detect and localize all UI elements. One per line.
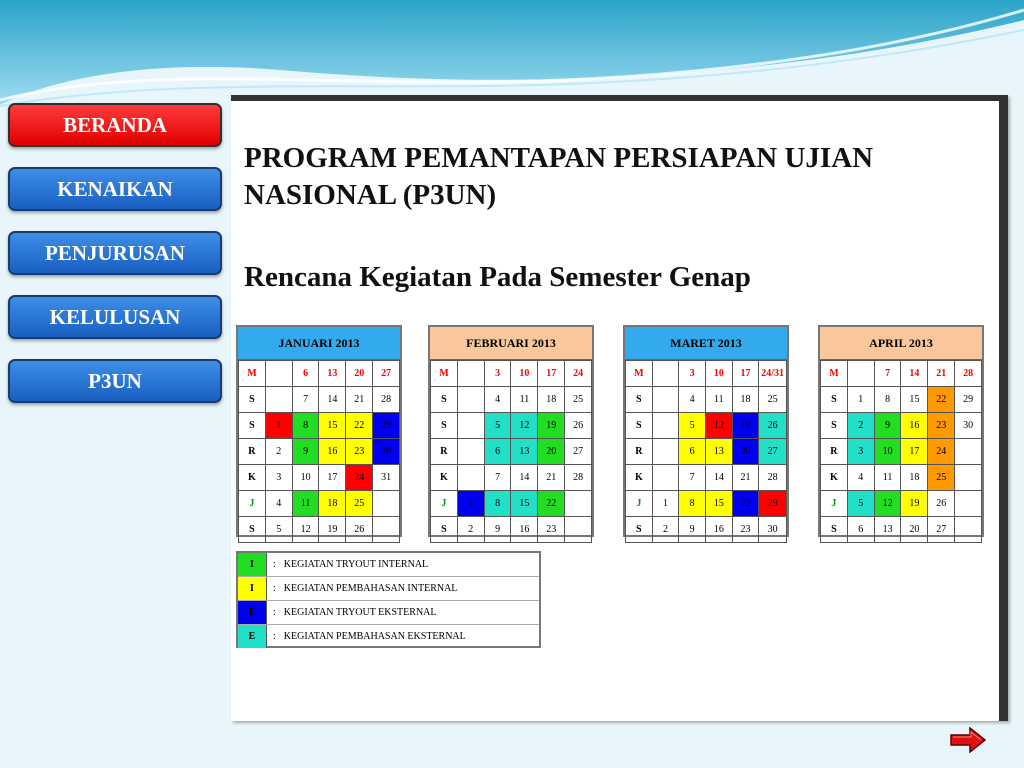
- date-cell: 1: [265, 413, 292, 439]
- date-cell: 15: [901, 387, 928, 413]
- date-cell: 14: [901, 361, 928, 387]
- weekday-label: J: [239, 491, 266, 517]
- date-cell: 22: [346, 413, 373, 439]
- legend-separator: :: [273, 607, 276, 618]
- calendar-row: [431, 491, 592, 517]
- date-cell: [652, 439, 679, 465]
- date-cell: 11: [292, 491, 319, 517]
- date-cell: 19: [538, 413, 565, 439]
- legend-color-swatch: I: [238, 577, 267, 600]
- weekday-label: M: [821, 361, 848, 387]
- date-cell: 27: [565, 439, 592, 465]
- calendar-month-title: JANUARI 2013: [238, 327, 400, 360]
- nav-kenaikan-button[interactable]: KENAIKAN: [8, 167, 222, 211]
- date-cell: 12: [511, 413, 538, 439]
- date-cell: 16: [706, 517, 733, 543]
- weekday-label: S: [431, 413, 458, 439]
- date-cell: 2: [652, 517, 679, 543]
- weekday-label: M: [626, 361, 653, 387]
- date-cell: 12: [706, 413, 733, 439]
- weekday-label: S: [821, 517, 848, 543]
- calendar-month: [428, 325, 594, 537]
- weekday-label: S: [239, 517, 266, 543]
- calendar-row: [821, 387, 982, 413]
- calendar-row: [821, 413, 982, 439]
- calendar-row: [626, 465, 787, 491]
- date-cell: 22: [538, 491, 565, 517]
- date-cell: 29: [373, 413, 400, 439]
- date-cell: 14: [706, 465, 733, 491]
- date-cell: 7: [679, 465, 706, 491]
- calendar-month-title: APRIL 2013: [820, 327, 982, 360]
- weekday-label: S: [821, 387, 848, 413]
- calendar-row: [239, 413, 400, 439]
- date-cell: 13: [874, 517, 901, 543]
- date-cell: 16: [901, 413, 928, 439]
- date-cell: 7: [484, 465, 511, 491]
- weekday-label: S: [431, 517, 458, 543]
- date-cell: 24: [928, 439, 955, 465]
- date-cell: 26: [928, 491, 955, 517]
- date-cell: [955, 491, 982, 517]
- date-cell: 14: [511, 465, 538, 491]
- legend-item: [238, 625, 539, 648]
- calendar-row: [626, 413, 787, 439]
- date-cell: 22: [928, 387, 955, 413]
- legend-color-swatch: E: [238, 625, 267, 648]
- date-cell: 4: [847, 465, 874, 491]
- date-cell: 5: [679, 413, 706, 439]
- date-cell: 26: [565, 413, 592, 439]
- date-cell: 9: [484, 517, 511, 543]
- date-cell: 4: [679, 387, 706, 413]
- date-cell: [847, 361, 874, 387]
- calendar-row: [431, 465, 592, 491]
- nav-penjurusan-button[interactable]: PENJURUSAN: [8, 231, 222, 275]
- legend-separator: :: [273, 631, 276, 642]
- date-cell: 7: [292, 387, 319, 413]
- date-cell: 3: [679, 361, 706, 387]
- weekday-label: K: [431, 465, 458, 491]
- date-cell: 18: [319, 491, 346, 517]
- date-cell: 25: [928, 465, 955, 491]
- weekday-label: S: [821, 413, 848, 439]
- date-cell: [652, 387, 679, 413]
- header-wave-decoration: [0, 0, 1024, 110]
- date-cell: 12: [874, 491, 901, 517]
- date-cell: [457, 387, 484, 413]
- weekday-label: S: [626, 387, 653, 413]
- date-cell: 23: [346, 439, 373, 465]
- date-cell: 27: [759, 439, 787, 465]
- calendar-row: [821, 465, 982, 491]
- date-cell: 23: [928, 413, 955, 439]
- date-cell: 6: [292, 361, 319, 387]
- legend-text: KEGIATAN PEMBAHASAN INTERNAL: [283, 583, 458, 594]
- weekday-label: S: [239, 387, 266, 413]
- date-cell: 21: [538, 465, 565, 491]
- calendar-row: [821, 491, 982, 517]
- weekday-label: R: [821, 439, 848, 465]
- calendar-row: [626, 517, 787, 543]
- date-cell: [265, 387, 292, 413]
- date-cell: [955, 439, 982, 465]
- calendar-month: [236, 325, 402, 537]
- calendar-table: [238, 360, 400, 543]
- date-cell: 23: [732, 517, 759, 543]
- date-cell: 2: [847, 413, 874, 439]
- nav-kelulusan-button[interactable]: KELULUSAN: [8, 295, 222, 339]
- weekday-label: R: [431, 439, 458, 465]
- date-cell: 1: [847, 387, 874, 413]
- date-cell: 6: [847, 517, 874, 543]
- activity-legend: [236, 551, 541, 648]
- legend-separator: :: [273, 559, 276, 570]
- calendar-row: [626, 361, 787, 387]
- date-cell: 6: [484, 439, 511, 465]
- weekday-label: J: [626, 491, 653, 517]
- date-cell: 5: [847, 491, 874, 517]
- date-cell: 20: [901, 517, 928, 543]
- weekday-label: K: [626, 465, 653, 491]
- date-cell: 28: [759, 465, 787, 491]
- date-cell: 16: [319, 439, 346, 465]
- date-cell: 11: [511, 387, 538, 413]
- date-cell: 12: [292, 517, 319, 543]
- weekday-label: K: [821, 465, 848, 491]
- date-cell: 27: [373, 361, 400, 387]
- calendar-table: [430, 360, 592, 543]
- legend-item: [238, 601, 539, 625]
- date-cell: [652, 361, 679, 387]
- date-cell: 25: [759, 387, 787, 413]
- date-cell: 26: [759, 413, 787, 439]
- weekday-label: S: [626, 517, 653, 543]
- date-cell: 18: [732, 387, 759, 413]
- date-cell: [265, 361, 292, 387]
- legend-text: KEGIATAN PEMBAHASAN EKSTERNAL: [283, 631, 466, 642]
- page-title: PROGRAM PEMANTAPAN PERSIAPAN UJIAN NASIONAL (P3UN): [244, 142, 874, 211]
- date-cell: 30: [373, 439, 400, 465]
- legend-label: [267, 553, 428, 576]
- calendar-row: [626, 387, 787, 413]
- date-cell: 28: [955, 361, 982, 387]
- calendar-row: [821, 517, 982, 543]
- date-cell: 21: [346, 387, 373, 413]
- date-cell: 7: [874, 361, 901, 387]
- date-cell: 22: [732, 491, 759, 517]
- calendar-row: [431, 517, 592, 543]
- calendar-row: [821, 361, 982, 387]
- date-cell: 17: [732, 361, 759, 387]
- date-cell: 20: [732, 439, 759, 465]
- calendar-row: [431, 439, 592, 465]
- date-cell: 25: [565, 387, 592, 413]
- date-cell: 21: [732, 465, 759, 491]
- date-cell: 5: [265, 517, 292, 543]
- date-cell: 19: [901, 491, 928, 517]
- date-cell: 9: [292, 439, 319, 465]
- date-cell: 15: [319, 413, 346, 439]
- weekday-label: M: [239, 361, 266, 387]
- page-subtitle: Rencana Kegiatan Pada Semester Genap: [244, 261, 751, 293]
- calendar-month-title: FEBRUARI 2013: [430, 327, 592, 360]
- date-cell: 2: [265, 439, 292, 465]
- legend-label: [267, 577, 457, 600]
- date-cell: [457, 413, 484, 439]
- date-cell: 28: [373, 387, 400, 413]
- calendar-month-title: MARET 2013: [625, 327, 787, 360]
- date-cell: 15: [511, 491, 538, 517]
- weekday-label: J: [431, 491, 458, 517]
- nav-p3un-button[interactable]: P3UN: [8, 359, 222, 403]
- date-cell: [457, 465, 484, 491]
- date-cell: 19: [732, 413, 759, 439]
- weekday-label: M: [431, 361, 458, 387]
- date-cell: 10: [874, 439, 901, 465]
- date-cell: 8: [292, 413, 319, 439]
- date-cell: 20: [346, 361, 373, 387]
- legend-separator: :: [273, 583, 276, 594]
- date-cell: 4: [265, 491, 292, 517]
- date-cell: 13: [511, 439, 538, 465]
- date-cell: [565, 517, 592, 543]
- calendar-month: [818, 325, 984, 537]
- weekday-label: S: [431, 387, 458, 413]
- calendar-row: [431, 413, 592, 439]
- date-cell: 2: [457, 517, 484, 543]
- date-cell: 30: [955, 413, 982, 439]
- date-cell: 1: [457, 491, 484, 517]
- date-cell: 8: [874, 387, 901, 413]
- date-cell: 29: [759, 491, 787, 517]
- date-cell: [457, 439, 484, 465]
- date-cell: 10: [511, 361, 538, 387]
- date-cell: 3: [484, 361, 511, 387]
- date-cell: 4: [484, 387, 511, 413]
- date-cell: 21: [928, 361, 955, 387]
- date-cell: 8: [484, 491, 511, 517]
- legend-color-swatch: I: [238, 553, 267, 576]
- nav-beranda-button[interactable]: BERANDA: [8, 103, 222, 147]
- date-cell: [373, 491, 400, 517]
- legend-label: [267, 625, 466, 648]
- legend-item: [238, 577, 539, 601]
- date-cell: 24: [565, 361, 592, 387]
- date-cell: 28: [565, 465, 592, 491]
- calendar-row: [239, 517, 400, 543]
- date-cell: [652, 413, 679, 439]
- legend-label: [267, 601, 437, 624]
- date-cell: [565, 491, 592, 517]
- weekday-label: S: [626, 413, 653, 439]
- date-cell: 3: [847, 439, 874, 465]
- weekday-label: J: [821, 491, 848, 517]
- date-cell: 9: [874, 413, 901, 439]
- date-cell: [652, 465, 679, 491]
- calendar-row: [626, 491, 787, 517]
- weekday-label: K: [239, 465, 266, 491]
- date-cell: 13: [319, 361, 346, 387]
- date-cell: 10: [292, 465, 319, 491]
- date-cell: [457, 361, 484, 387]
- date-cell: 19: [319, 517, 346, 543]
- weekday-label: R: [626, 439, 653, 465]
- calendar-row: [431, 361, 592, 387]
- date-cell: 16: [511, 517, 538, 543]
- date-cell: 27: [928, 517, 955, 543]
- date-cell: 8: [679, 491, 706, 517]
- date-cell: 25: [346, 491, 373, 517]
- calendar-table: [820, 360, 982, 543]
- date-cell: 30: [759, 517, 787, 543]
- calendar-row: [431, 387, 592, 413]
- date-cell: 15: [706, 491, 733, 517]
- date-cell: 24/31: [759, 361, 787, 387]
- legend-color-swatch: E: [238, 601, 267, 624]
- date-cell: 9: [679, 517, 706, 543]
- calendar-row: [626, 439, 787, 465]
- date-cell: 26: [346, 517, 373, 543]
- date-cell: [955, 465, 982, 491]
- date-cell: 14: [319, 387, 346, 413]
- right-arrow-icon[interactable]: [950, 727, 986, 753]
- date-cell: 13: [706, 439, 733, 465]
- date-cell: 17: [538, 361, 565, 387]
- date-cell: 11: [706, 387, 733, 413]
- date-cell: [955, 517, 982, 543]
- calendar-table: [625, 360, 787, 543]
- date-cell: 18: [538, 387, 565, 413]
- date-cell: 11: [874, 465, 901, 491]
- date-cell: 17: [319, 465, 346, 491]
- legend-text: KEGIATAN TRYOUT INTERNAL: [283, 559, 429, 570]
- date-cell: 6: [679, 439, 706, 465]
- calendar-row: [239, 491, 400, 517]
- weekday-label: R: [239, 439, 266, 465]
- calendar-row: [239, 465, 400, 491]
- calendar-row: [239, 387, 400, 413]
- date-cell: 3: [265, 465, 292, 491]
- date-cell: 31: [373, 465, 400, 491]
- date-cell: 29: [955, 387, 982, 413]
- date-cell: 5: [484, 413, 511, 439]
- calendar-month: [623, 325, 789, 537]
- date-cell: 10: [706, 361, 733, 387]
- legend-item: [238, 553, 539, 577]
- date-cell: 23: [538, 517, 565, 543]
- calendar-row: [239, 439, 400, 465]
- date-cell: 17: [901, 439, 928, 465]
- date-cell: 20: [538, 439, 565, 465]
- weekday-label: S: [239, 413, 266, 439]
- date-cell: [373, 517, 400, 543]
- date-cell: 24: [346, 465, 373, 491]
- date-cell: 18: [901, 465, 928, 491]
- legend-text: KEGIATAN TRYOUT EKSTERNAL: [283, 607, 437, 618]
- calendar-row: [821, 439, 982, 465]
- calendar-row: [239, 361, 400, 387]
- date-cell: 1: [652, 491, 679, 517]
